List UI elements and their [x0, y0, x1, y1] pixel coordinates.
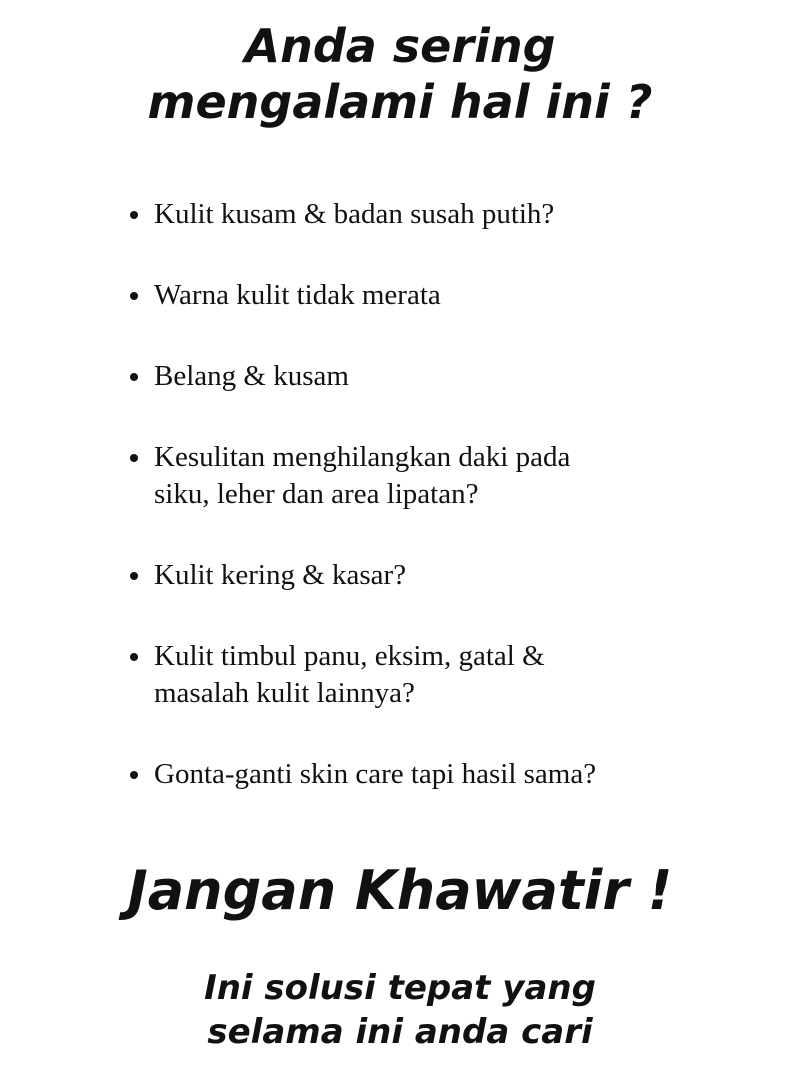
title-line-2: mengalami hal ini ? [147, 75, 653, 129]
list-item-text: Gonta-ganti skin care tapi hasil sama? [154, 758, 597, 790]
list-item [128, 638, 748, 712]
reassurance-subtitle [0, 966, 800, 1054]
bullet-icon [130, 292, 138, 300]
bullet-icon [130, 373, 138, 381]
list-item [128, 277, 748, 314]
bullet-icon [130, 572, 138, 580]
subtitle-line-2: selama ini anda cari [207, 1012, 593, 1052]
reassurance-title: Jangan Khawatir ! [127, 859, 673, 922]
list-item [128, 557, 748, 594]
list-item-text: Kesulitan menghilangkan daki pada [154, 441, 571, 473]
list-item [128, 358, 748, 395]
list-item-text: Kulit kusam & badan susah putih? [154, 198, 555, 230]
problem-list [128, 196, 748, 837]
list-item-text-continued: siku, leher dan area lipatan? [154, 478, 479, 510]
list-item [128, 196, 748, 233]
list-item [128, 756, 748, 793]
subtitle-line-1: Ini solusi tepat yang [204, 968, 596, 1008]
bullet-icon [130, 211, 138, 219]
bullet-icon [130, 454, 138, 462]
list-item-text: Kulit timbul panu, eksim, gatal & [154, 640, 545, 672]
list-item-text: Belang & kusam [154, 360, 349, 392]
list-item-text: Warna kulit tidak merata [154, 279, 441, 311]
title-line-1: Anda sering [244, 19, 556, 73]
bullet-icon [130, 653, 138, 661]
list-item [128, 439, 748, 513]
list-item-text: Kulit kering & kasar? [154, 559, 407, 591]
list-item-text-continued: masalah kulit lainnya? [154, 677, 415, 709]
page-title [0, 18, 800, 130]
bullet-icon [130, 771, 138, 779]
